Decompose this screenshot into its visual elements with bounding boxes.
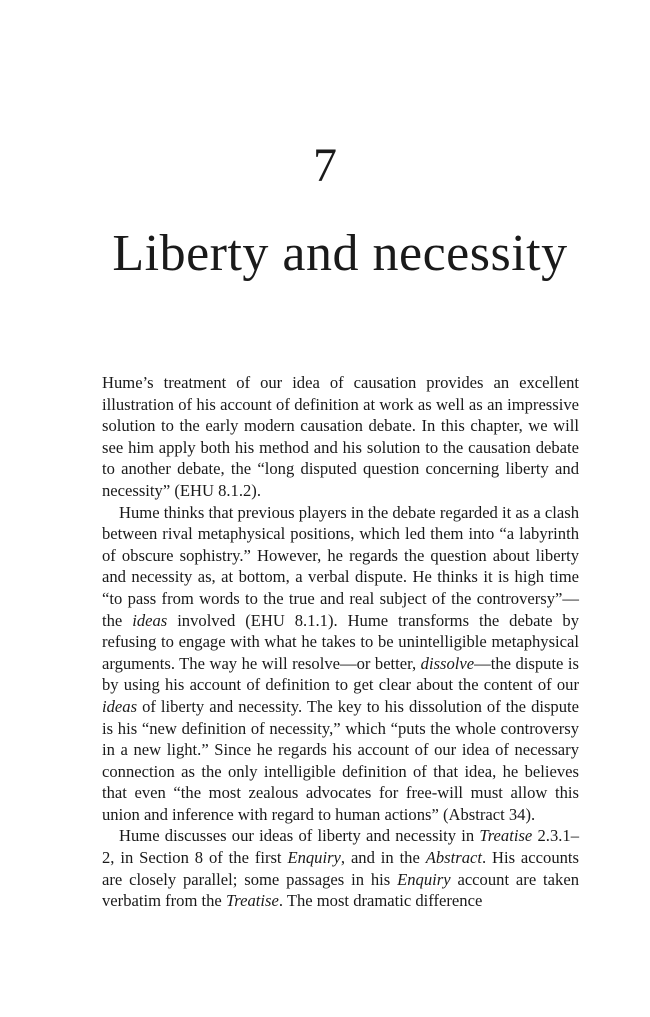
text-segment: of liberty and necessity. The key to his dissolution of the dispute is his “new definition of necessity,” which “puts the whole controversy in a new light.” Since he regards his account of our idea of necessary connection as the only intelligible definition of that idea, he believes that even “the most zealous advocates for free-will must allow this union and inference with regard to human actions” (Abstract 34). [102, 696, 579, 824]
text-segment: Hume’s treatment of our idea of causation provides an excellent illustration of his account of definition at work as well as an impressive solution to the early modern causation debate. In this chapter, we will see him apply both his method and his solution to the causation debate to another debate, the “long disputed question concerning liberty and necessity” (EHU 8.1.2). [102, 373, 579, 500]
chapter-title: Liberty and necessity [112, 225, 568, 282]
italic-segment: ideas [102, 696, 138, 716]
italic-segment: Treatise [479, 826, 533, 846]
text-segment: . The most dramatic difference [278, 891, 483, 911]
paragraph [102, 502, 579, 826]
text-segment: —the dispute is by using his account of definition to get clear about the content of our [102, 653, 579, 695]
paragraph [102, 825, 579, 911]
text-segment: . His accounts are closely parallel; some passages in his [102, 848, 579, 889]
italic-segment: ideas [132, 610, 168, 630]
italic-segment: dissolve [420, 653, 475, 673]
italic-segment: Abstract [425, 848, 482, 868]
paragraph [102, 372, 579, 502]
body-text [102, 372, 579, 912]
text-segment: Hume thinks that previous players in the debate regarded it as a clash between rival metaphysical positions, which led them into “a labyrinth of obscure sophistry.” However, he regards the question about liberty and necessity as, at bottom, a verbal dispute. He thinks it is high time “to pass from words to the true and real subject of the controversy”—the [102, 502, 579, 630]
italic-segment: Treatise [225, 891, 279, 911]
text-segment: involved (EHU 8.1.1). Hume transforms the debate by refusing to engage with what he takes to be unintelligible metaphysical arguments. The way he will resolve—or better, [102, 610, 580, 673]
italic-segment: Enquiry [287, 848, 341, 868]
chapter-number: 7 [313, 139, 337, 192]
italic-segment: Enquiry [397, 869, 451, 889]
text-segment: account are taken verbatim from the [102, 869, 579, 911]
text-segment: 2.3.1–2, in Section 8 of the first [102, 826, 579, 868]
text-segment: Hume discusses our ideas of liberty and necessity in [119, 826, 480, 846]
text-segment: , and in the [340, 848, 426, 868]
